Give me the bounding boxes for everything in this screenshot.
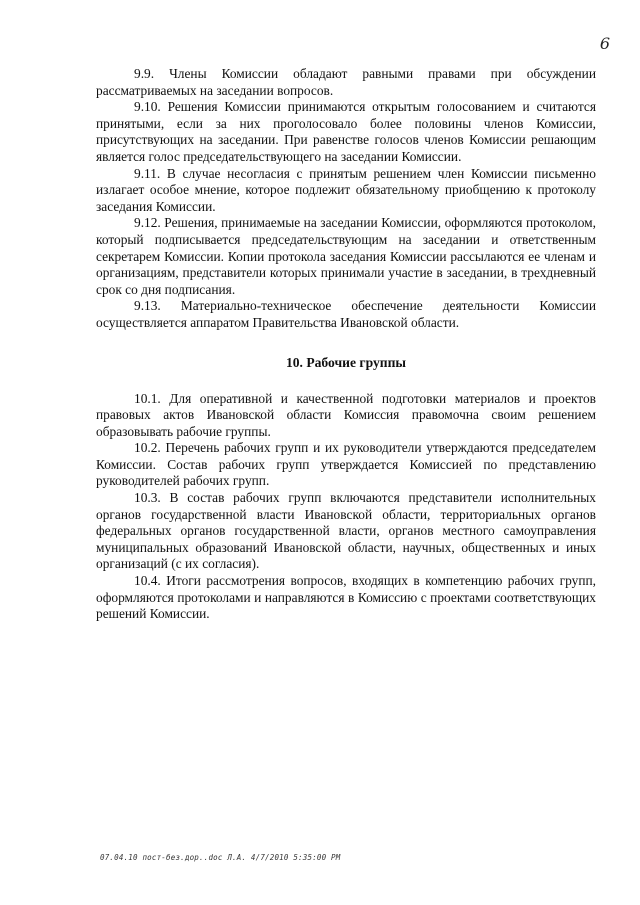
paragraph-10-4: 10.4. Итоги рассмотрения вопросов, входящих в компетенцию рабочих групп, оформляются протоколами и направляются в Комиссию с проектами соответствующих решений Комиссии. — [96, 573, 596, 622]
paragraph-9-10: 9.10. Решения Комиссии принимаются открытым голосованием и считаются принятыми, если за них проголосовало более половины членов Комиссии, присутствующих на заседании. При равенстве голосов членов Комиссии решающим является голос председательствующего на заседании Комиссии. — [96, 99, 596, 164]
paragraph-9-13: 9.13. Материально-техническое обеспечение деятельности Комиссии осуществляется аппаратом Правительства Ивановской области. — [96, 298, 596, 330]
section-10-heading: 10. Рабочие группы — [285, 354, 407, 370]
paragraph-9-11: 9.11. В случае несогласия с принятым решением член Комиссии письменно излагает особое мнение, которое подлежит обязательному приобщению к протоколу заседания Комиссии. — [96, 165, 596, 214]
paragraph-10-3: 10.3. В состав рабочих групп включаются представители исполнительных органов государственной власти Ивановской области, территориальных органов федеральных органов государственной власти, органов местного самоуправления муниципальных образований Ивановской области, научных, общественных и иных организаций (с их согласия). — [96, 490, 596, 572]
paragraph-10-1: 10.1. Для оперативной и качественной подготовки материалов и проектов правовых актов Ивановской области Комиссия правомочна своим решением образовывать рабочие группы. — [96, 390, 596, 439]
paragraph-9-12: 9.12. Решения, принимаемые на заседании Комиссии, оформляются протоколом, который подписывается председательствующим на заседании и ответственным секретарем Комиссии. Копии протокола заседания Комиссии рассылаются ее членам и организациям, представители которых принимали участие в заседании, в трехдневный срок со дня подписания. — [96, 215, 596, 297]
paragraph-9-9: 9.9. Члены Комиссии обладают равными правами при обсуждении рассматриваемых на заседании вопросов. — [96, 66, 596, 98]
paragraph-10-2: 10.2. Перечень рабочих групп и их руководители утверждаются председателем Комиссии. Состав рабочих групп утверждается Комиссией по представлению руководителей рабочих групп. — [96, 440, 596, 489]
document-body — [96, 66, 596, 623]
page-number: 6 — [599, 34, 610, 53]
file-footer: 07.04.10 пост-без.дор..doc Л.А. 4/7/2010 5:35:00 PM — [100, 853, 341, 862]
